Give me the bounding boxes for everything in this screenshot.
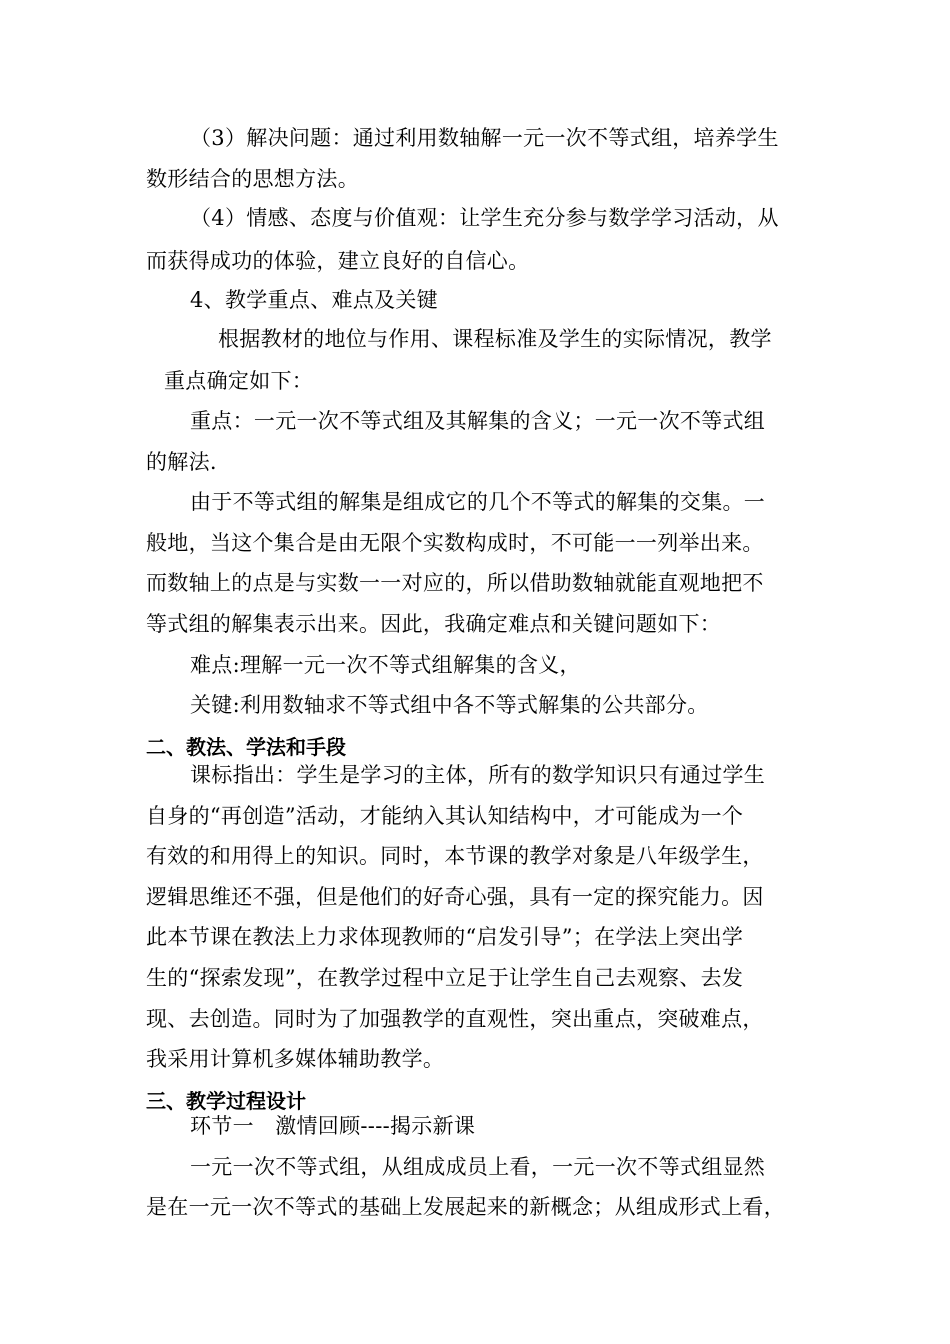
paragraph-line: 环节一 激情回顾----揭示新课 — [190, 1114, 476, 1138]
paragraph-line: 等式组的解集表示出来。因此，我确定难点和关键问题如下： — [146, 612, 722, 636]
paragraph-line: 是在一元一次不等式的基础上发展起来的新概念；从组成形式上看， — [146, 1195, 785, 1219]
paragraph-line: 数形结合的思想方法。 — [146, 167, 359, 191]
section-heading: 二、教法、学法和手段 — [146, 735, 346, 759]
section-heading: 三、教学过程设计 — [146, 1089, 306, 1113]
paragraph-line: 我采用计算机多媒体辅助教学。 — [146, 1047, 445, 1071]
paragraph-line: 根据教材的地位与作用、课程标准及学生的实际情况，教学 — [218, 327, 772, 351]
paragraph-line: 有效的和用得上的知识。同时，本节课的教学对象是八年级学生， — [146, 844, 764, 868]
paragraph-line: 而获得成功的体验，建立良好的自信心。 — [146, 249, 530, 273]
paragraph-line: 般地，当这个集合是由无限个实数构成时，不可能一一列举出来。 — [146, 531, 764, 555]
paragraph-line: （4）情感、态度与价值观：让学生充分参与数学学习活动，从 — [190, 206, 779, 230]
paragraph-line: 生的“探索发现”，在教学过程中立足于让学生自己去观察、去发 — [146, 966, 744, 990]
paragraph-line: 一元一次不等式组，从组成成员上看，一元一次不等式组显然 — [190, 1155, 766, 1179]
paragraph-line: 现、去创造。同时为了加强教学的直观性，突出重点，突破难点， — [146, 1007, 764, 1031]
paragraph-line: 关键:利用数轴求不等式组中各不等式解集的公共部分。 — [190, 693, 709, 717]
paragraph-line: （3）解决问题：通过利用数轴解一元一次不等式组，培养学生 — [190, 126, 779, 150]
paragraph-line: 难点:理解一元一次不等式组解集的含义， — [190, 653, 581, 677]
paragraph-line: 的解法. — [146, 450, 217, 474]
section-subheading: 4、教学重点、难点及关键 — [190, 288, 438, 312]
paragraph-line: 此本节课在教法上力求体现教师的“启发引导”；在学法上突出学 — [146, 925, 744, 949]
paragraph-line: 自身的“再创造”活动，才能纳入其认知结构中，才可能成为一个 — [146, 804, 744, 828]
paragraph-line: 重点确定如下： — [164, 369, 314, 393]
paragraph-line: 由于不等式组的解集是组成它的几个不等式的解集的交集。一 — [190, 490, 766, 514]
paragraph-line: 逻辑思维还不强，但是他们的好奇心强，具有一定的探究能力。因 — [146, 885, 764, 909]
paragraph-line: 课标指出：学生是学习的主体，所有的数学知识只有通过学生 — [190, 763, 766, 787]
paragraph-line: 而数轴上的点是与实数一一对应的，所以借助数轴就能直观地把不 — [146, 571, 764, 595]
paragraph-line: 重点：一元一次不等式组及其解集的含义；一元一次不等式组 — [190, 409, 766, 433]
